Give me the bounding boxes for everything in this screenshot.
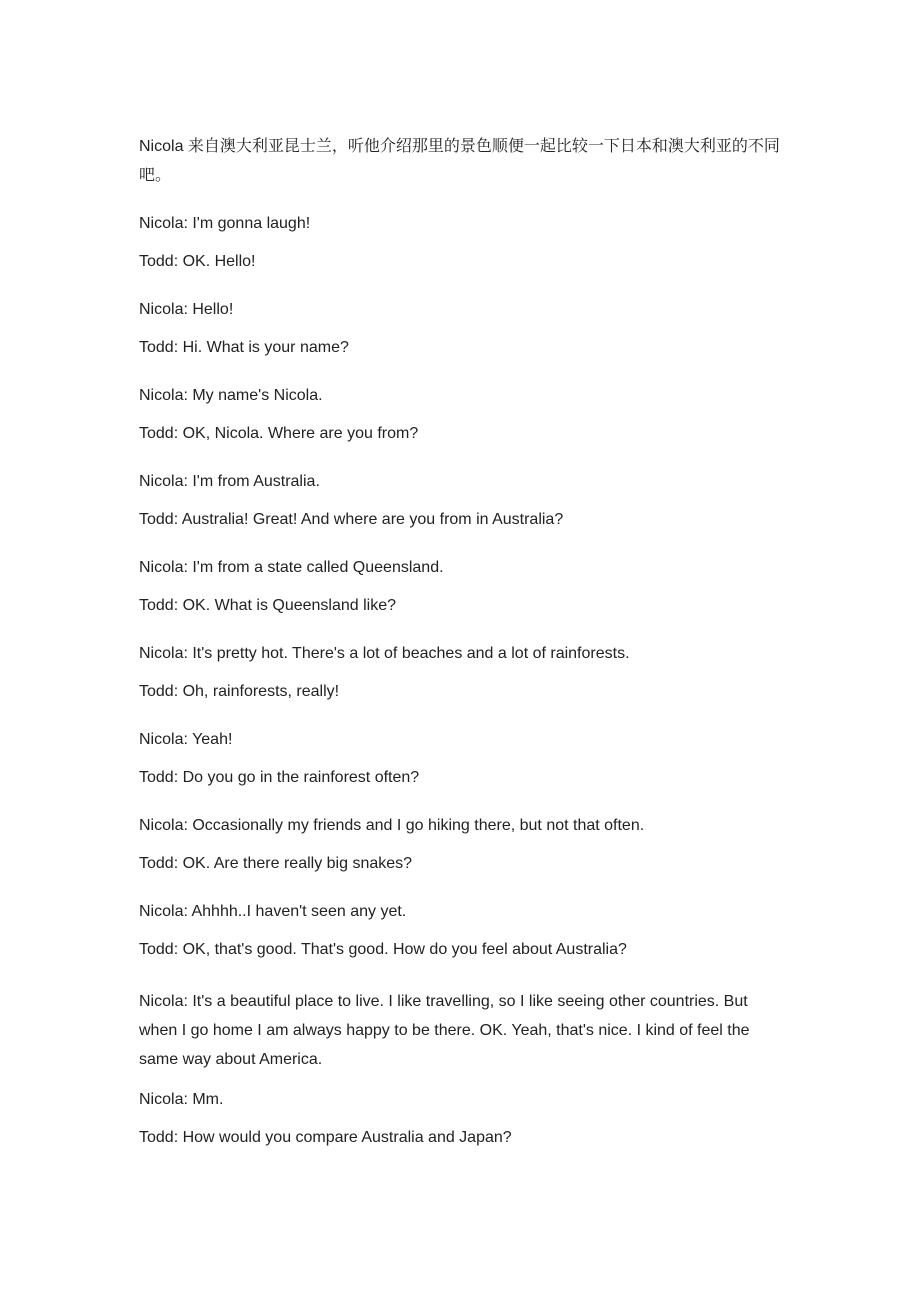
dialogue-line: Todd: OK, Nicola. Where are you from? (139, 425, 419, 442)
dialogue-line: Todd: OK. Hello! (139, 253, 256, 270)
dialogue-line: Todd: Australia! Great! And where are you from in Australia? (139, 511, 564, 528)
intro-paragraph: Nicola 来自澳大利亚昆士兰，听他介绍那里的景色顺便一起比较一下日本和澳大利亚的不同吧。 (139, 138, 780, 184)
dialogue-line: Nicola: It's a beautiful place to live. I like travelling, so I like seeing other countries. But when I go home I am always happy to be there. OK. Yeah, that's nice. I kind of feel the same way about America. (139, 993, 750, 1068)
dialogue-line: Nicola: I'm from a state called Queensland. (139, 559, 444, 576)
dialogue-line: Todd: How would you compare Australia and Japan? (139, 1129, 512, 1146)
dialogue-line: Nicola: Ahhhh..I haven't seen any yet. (139, 903, 407, 920)
document-body (139, 132, 789, 1175)
dialogue-line: Nicola: My name's Nicola. (139, 387, 323, 404)
dialogue-line: Todd: OK. What is Queensland like? (139, 597, 397, 614)
dialogue-line: Nicola: Yeah! (139, 731, 233, 748)
dialogue-line: Todd: Do you go in the rainforest often? (139, 769, 420, 786)
dialogue-line: Nicola: I'm gonna laugh! (139, 215, 311, 232)
dialogue-line: Todd: Hi. What is your name? (139, 339, 349, 356)
dialogue-line: Todd: Oh, rainforests, really! (139, 683, 340, 700)
dialogue-line: Todd: OK, that's good. That's good. How do you feel about Australia? (139, 941, 627, 958)
dialogue-line: Nicola: It's pretty hot. There's a lot of beaches and a lot of rainforests. (139, 645, 630, 662)
dialogue-line: Nicola: I'm from Australia. (139, 473, 320, 490)
dialogue-line: Nicola: Mm. (139, 1091, 224, 1108)
dialogue-line: Nicola: Occasionally my friends and I go hiking there, but not that often. (139, 817, 645, 834)
dialogue-line: Todd: OK. Are there really big snakes? (139, 855, 413, 872)
dialogue-line: Nicola: Hello! (139, 301, 234, 318)
